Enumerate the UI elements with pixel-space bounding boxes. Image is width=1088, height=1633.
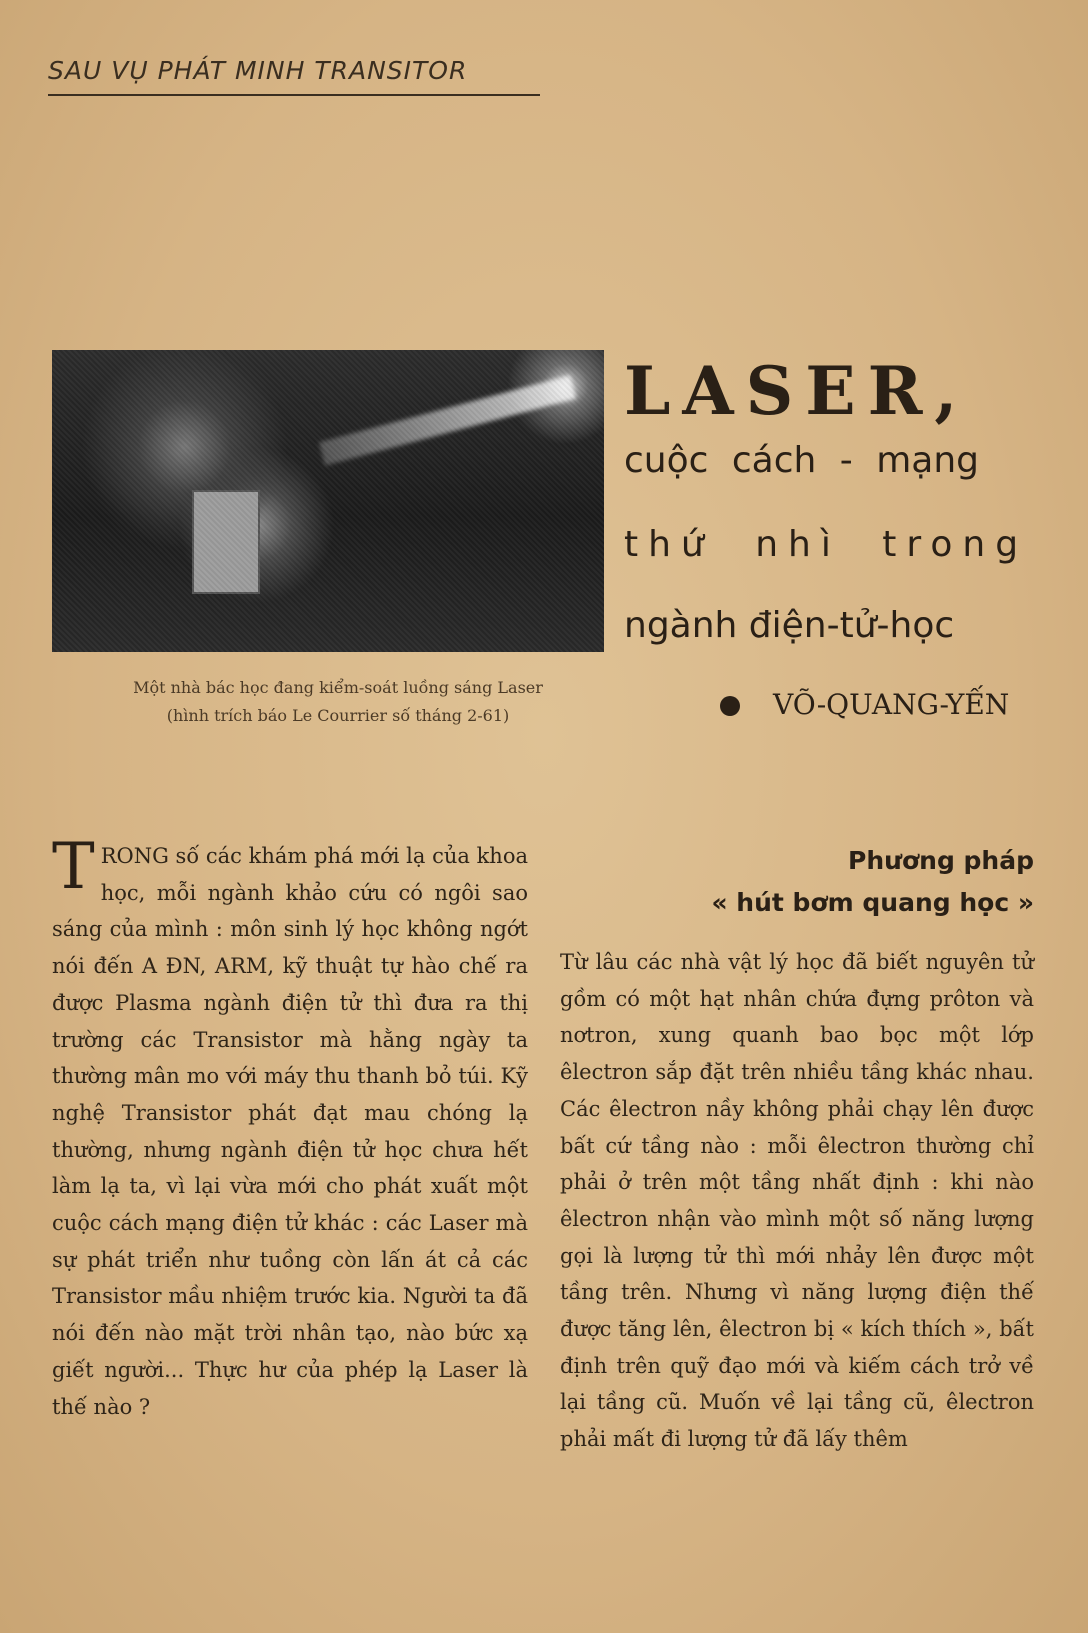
body-right-text: Từ lâu các nhà vật lý học đã biết nguyên tử gồm có một hạt nhân chứa đựng prôton và nơtron, xung quanh bao bọc một lớp êlectron sắp đặt trên nhiều tầng khác nhau. Các êlectron nầy không phải chạy lên được bất cứ tầng nào : mỗi êlectron thường chỉ phải ở trên một tầng nhất định : khi nào êlectron nhận vào mình một số năng lượng gọi là lượng tử thì mới nhảy lên được một tầng trên. Nhưng vì năng lượng điện thế được tăng lên, êlectron bị « kích thích », bất định trên quỹ đạo mới và kiếm cách trở về lại tầng cũ. Muốn về lại tầng cũ, êlectron phải mất đi lượng tử đã lấy thêm [560, 950, 1034, 1452]
article-title: LASER, [624, 352, 970, 430]
caption-line-1: Một nhà bác học đang kiểm-soát luồng sáng Laser [133, 678, 543, 697]
section-heading [560, 840, 1034, 924]
running-head-rule [48, 94, 540, 96]
bullet-icon [720, 696, 740, 716]
section-heading-line-2: « hút bơm quang học » [711, 888, 1034, 917]
article-subtitle-line-1: cuộc cách - mạng [624, 440, 980, 481]
caption-line-2: (hình trích báo Le Courrier số tháng 2-61) [166, 706, 510, 725]
body-left-text: RONG số các khám phá mới lạ của khoa học, mỗi ngành khảo cứu có ngôi sao sáng của mình : môn sinh lý học không ngớt nói đến A ĐN, ARM, kỹ thuật tự hào chế ra được Plasma ngành điện tử thì đưa ra thị trường các Transistor mà hằng ngày ta thường mân mo với máy thu thanh bỏ túi. Kỹ nghệ Transistor phát đạt mau chóng lạ thường, nhưng ngành điện tử học chưa hết làm lạ ta, vì lại vừa mới cho phát xuất một cuộc cách mạng điện tử khác : các Laser mà sự phát triển như tuồng còn lấn át cả các Transistor mầu nhiệm trước kia. Người ta đã nói đến nào mặt trời nhân tạo, nào bức xạ giết người... Thực hư của phép lạ Laser là thế nào ? [52, 844, 528, 1419]
laser-photo [52, 350, 604, 652]
section-heading-line-1: Phương pháp [848, 846, 1034, 875]
article-subtitle-line-2: thứ nhì trong [624, 524, 1029, 565]
photo-grain [52, 350, 604, 652]
drop-cap: T [52, 830, 95, 904]
running-head: SAU VỤ PHÁT MINH TRANSITOR [48, 56, 468, 85]
article-subtitle-line-3: ngành điện-tử-học [624, 605, 955, 646]
article-author: VÕ-QUANG-YẾN [773, 688, 1010, 721]
body-column-right [560, 944, 1034, 1458]
body-column-left [52, 830, 528, 1425]
photo-caption [66, 674, 610, 730]
